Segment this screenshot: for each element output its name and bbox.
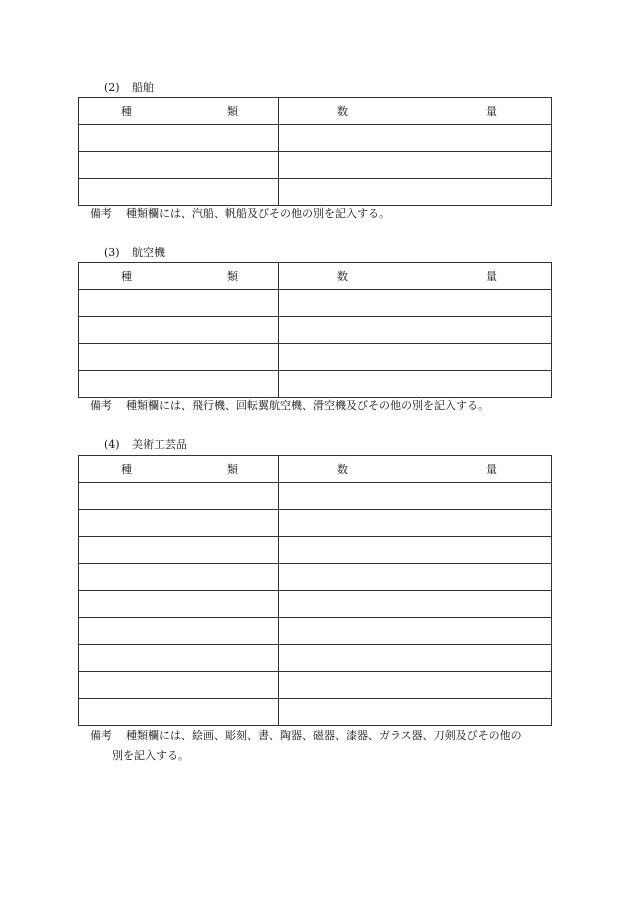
ships-table: [78, 97, 552, 206]
section-heading: 美術工芸品: [132, 438, 187, 451]
table-row: [79, 618, 552, 645]
table-row: [79, 344, 552, 371]
kind-cell[interactable]: [79, 564, 279, 591]
section-title-ships: [104, 81, 154, 95]
section-number: (3): [104, 246, 120, 259]
quantity-cell[interactable]: [279, 645, 552, 672]
aircraft-table: [78, 262, 552, 398]
kind-cell[interactable]: [79, 483, 279, 510]
kind-cell[interactable]: [79, 371, 279, 398]
quantity-cell[interactable]: [279, 152, 552, 179]
quantity-cell[interactable]: [279, 317, 552, 344]
artworks-table: [78, 455, 552, 726]
table-header-row: [79, 263, 552, 290]
quantity-cell[interactable]: [279, 483, 552, 510]
table-row: [79, 179, 552, 206]
table-row: [79, 317, 552, 344]
quantity-cell[interactable]: [279, 618, 552, 645]
quantity-cell[interactable]: [279, 125, 552, 152]
kind-cell[interactable]: [79, 125, 279, 152]
quantity-cell[interactable]: [279, 591, 552, 618]
table-row: [79, 591, 552, 618]
note-label: 備考: [90, 729, 112, 742]
section-title-artworks: [104, 438, 187, 452]
kind-cell[interactable]: [79, 290, 279, 317]
table-row: [79, 645, 552, 672]
table-header-row: [79, 456, 552, 483]
ships-note: [90, 204, 390, 224]
section-heading: 航空機: [132, 246, 165, 259]
quantity-header: 数 量: [279, 263, 552, 290]
kind-cell[interactable]: [79, 645, 279, 672]
kind-cell[interactable]: [79, 618, 279, 645]
quantity-cell[interactable]: [279, 699, 552, 726]
quantity-header: 数 量: [279, 456, 552, 483]
artworks-note: [90, 726, 522, 746]
table-row: [79, 125, 552, 152]
section-number: (2): [104, 81, 120, 94]
table-header-row: [79, 98, 552, 125]
table-row: [79, 371, 552, 398]
kind-cell[interactable]: [79, 317, 279, 344]
section-heading: 船舶: [132, 81, 154, 94]
quantity-cell[interactable]: [279, 672, 552, 699]
quantity-header: 数 量: [279, 98, 552, 125]
kind-cell[interactable]: [79, 672, 279, 699]
kind-header: 種 類: [79, 98, 279, 125]
note-label: 備考: [90, 207, 112, 220]
kind-cell[interactable]: [79, 537, 279, 564]
note-text: 種類欄には、汽船、帆船及びその他の別を記入する。: [126, 207, 390, 220]
kind-cell[interactable]: [79, 591, 279, 618]
quantity-cell[interactable]: [279, 510, 552, 537]
table-row: [79, 564, 552, 591]
table-row: [79, 152, 552, 179]
section-title-aircraft: [104, 246, 165, 260]
kind-cell[interactable]: [79, 344, 279, 371]
aircraft-note: [90, 396, 489, 416]
table-row: [79, 537, 552, 564]
note-text: 種類欄には、絵画、彫刻、書、陶器、磁器、漆器、ガラス器、刀剣及びその他の: [126, 729, 522, 742]
kind-cell[interactable]: [79, 510, 279, 537]
section-number: (4): [104, 438, 120, 451]
kind-header: 種 類: [79, 456, 279, 483]
table-row: [79, 483, 552, 510]
table-row: [79, 672, 552, 699]
quantity-cell[interactable]: [279, 564, 552, 591]
quantity-cell[interactable]: [279, 537, 552, 564]
table-row: [79, 290, 552, 317]
artworks-note-continuation: 別を記入する。: [112, 749, 189, 762]
quantity-cell[interactable]: [279, 179, 552, 206]
kind-cell[interactable]: [79, 152, 279, 179]
quantity-cell[interactable]: [279, 344, 552, 371]
table-row: [79, 510, 552, 537]
table-row: [79, 699, 552, 726]
quantity-cell[interactable]: [279, 290, 552, 317]
note-label: 備考: [90, 399, 112, 412]
note-text: 種類欄には、飛行機、回転翼航空機、滑空機及びその他の別を記入する。: [126, 399, 489, 412]
kind-cell[interactable]: [79, 179, 279, 206]
quantity-cell[interactable]: [279, 371, 552, 398]
kind-cell[interactable]: [79, 699, 279, 726]
kind-header: 種 類: [79, 263, 279, 290]
